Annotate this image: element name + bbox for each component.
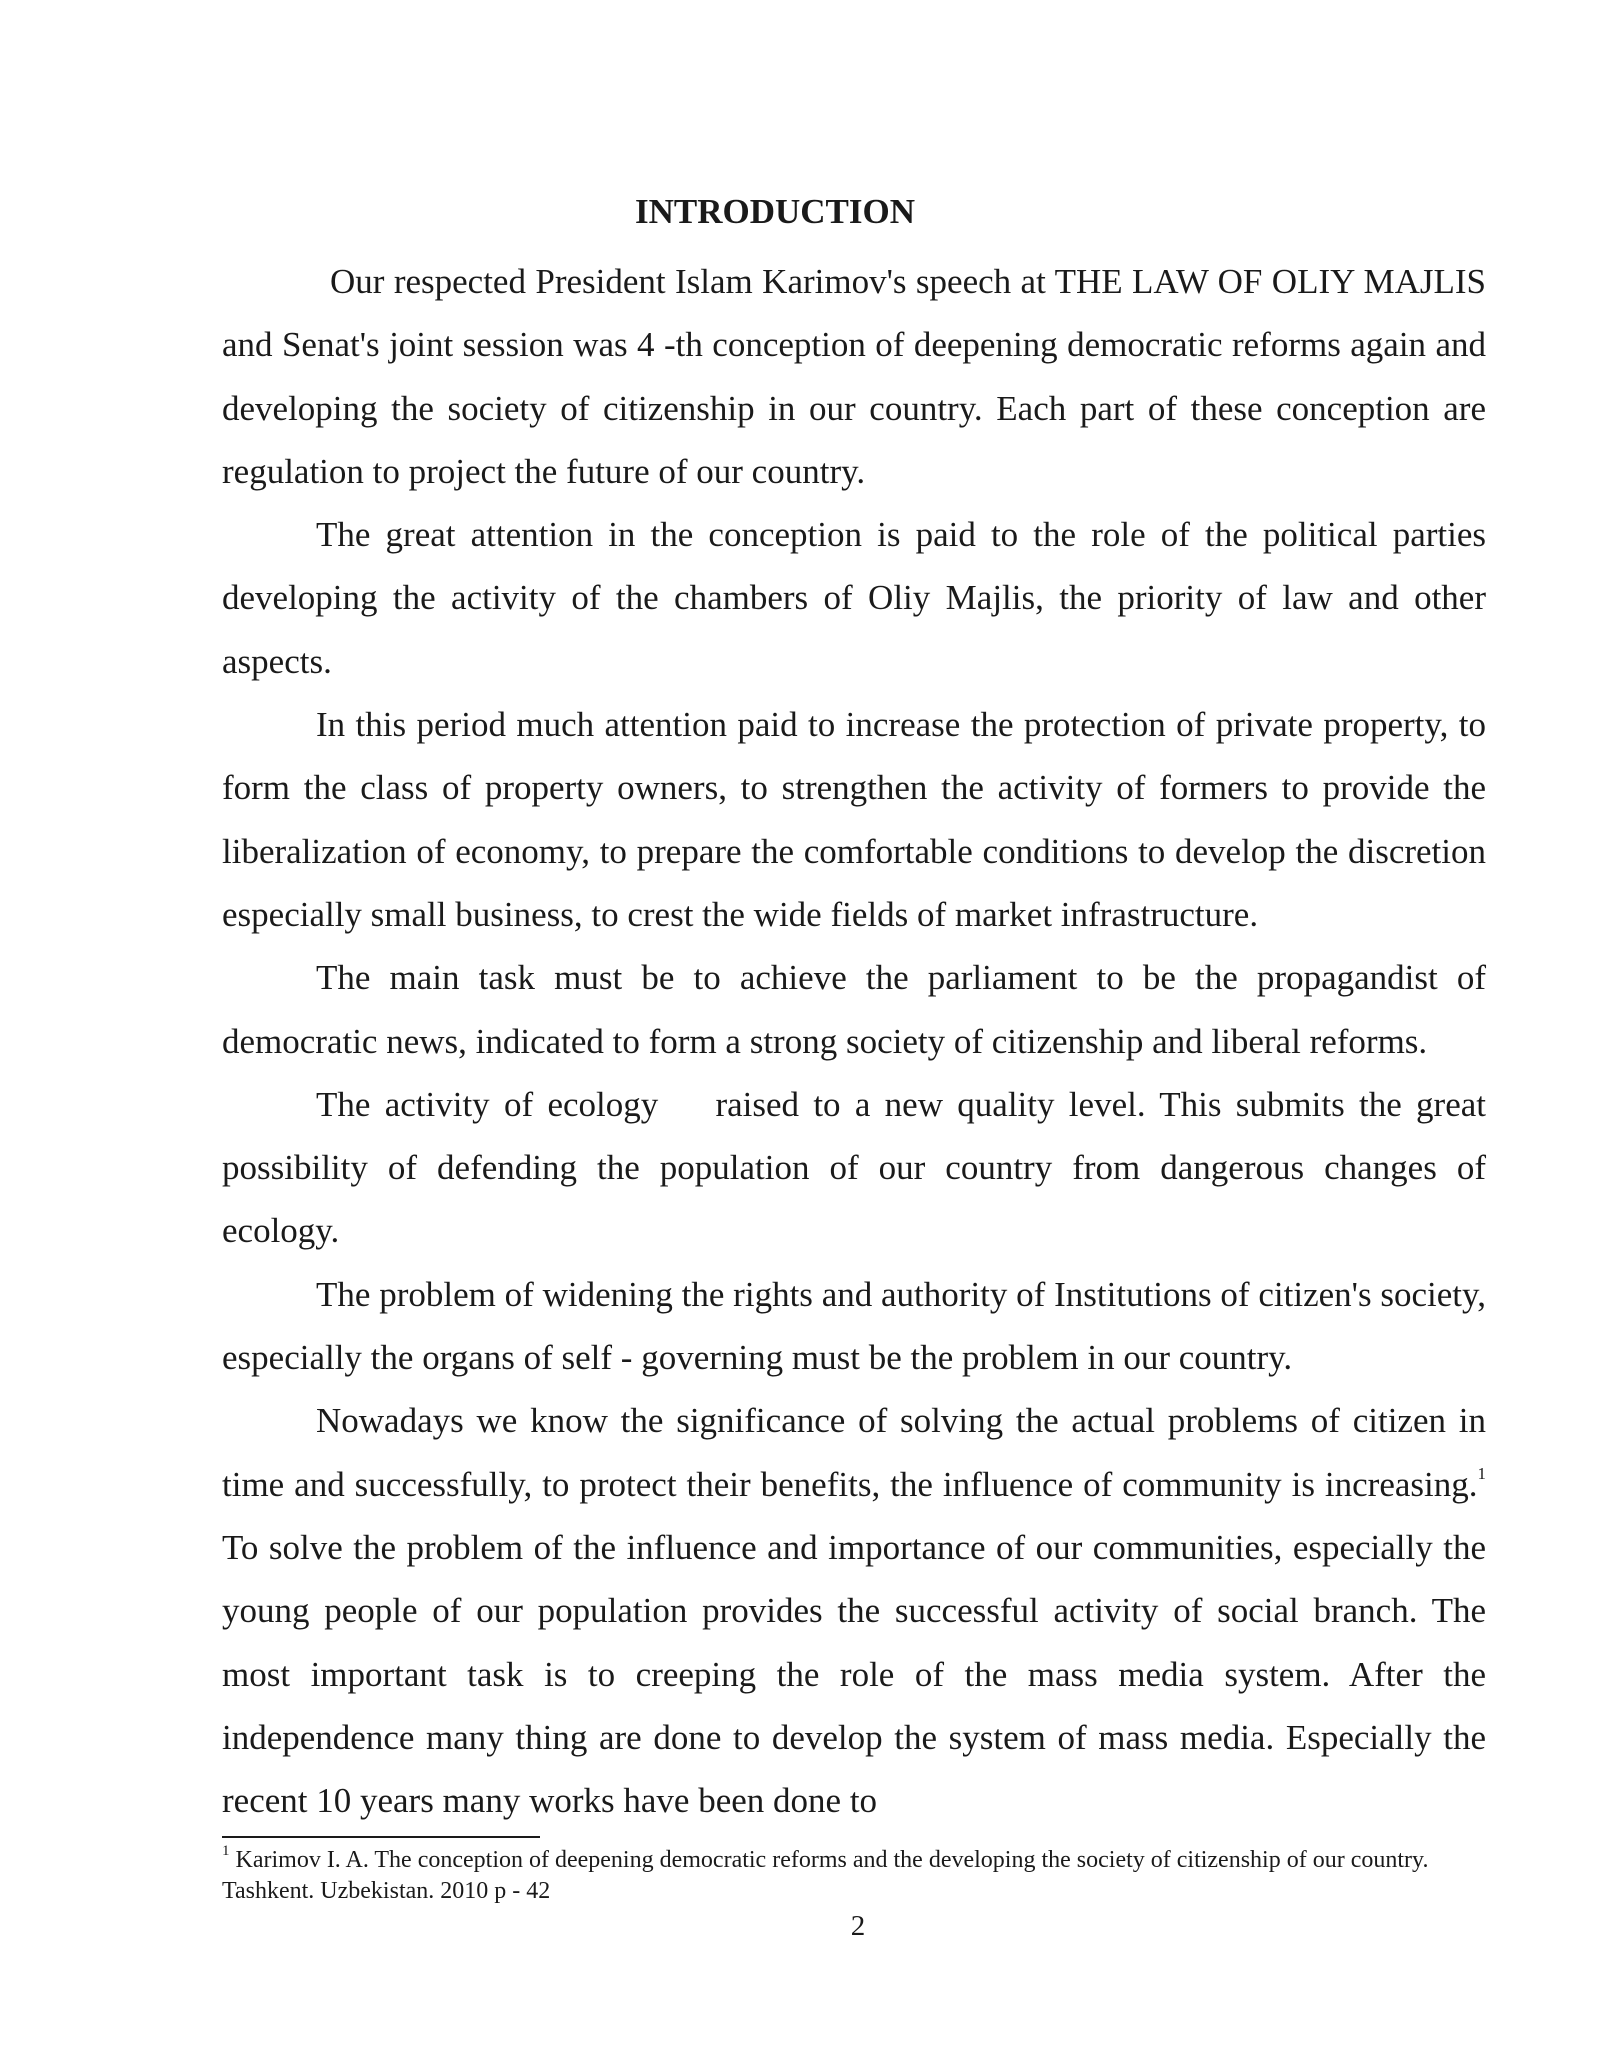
paragraph-7 — [222, 1389, 1486, 1832]
paragraph-7-end: To solve the problem of the influence and importance of our communities, especially the young people of our population provides the successful activity of social branch. The most important task is to creeping the role of the mass media system. After the independence many thing are done to develop the system of mass media. Especially the recent 10 years many works have been done to — [222, 1527, 1486, 1821]
paragraph-3: In this period much attention paid to increase the protection of private property, to form the class of property owners, to strengthen the activity of formers to provide the liberalization of economy, to prepare the comfortable conditions to develop the discretion especially small business, to crest the wide fields of market infrastructure. — [222, 705, 1486, 934]
paragraph-2: The great attention in the conception is paid to the role of the political parties developing the activity of the chambers of Oliy Majlis, the priority of law and other aspects. — [222, 515, 1486, 681]
paragraph-5: The activity of ecology raised to a new quality level. This submits the great possibility of defending the population of our country from dangerous changes of ecology. — [222, 1084, 1495, 1251]
paragraph-6: The problem of widening the rights and authority of Institutions of citizen's society, especially the organs of self - governing must be the problem in our country. — [222, 1274, 1486, 1378]
page-heading: INTRODUCTION — [634, 192, 916, 231]
footnote-text: Karimov I. A. The conception of deepening democratic reforms and the developing the society of citizenship of our country. Tashkent. Uzbekistan. 2010 p - 42 — [222, 1847, 1429, 1904]
paragraph-7-start: Nowadays we know the significance of solving the actual problems of citizen in time and successfully, to protect their benefits, the influence of community is increasing. — [222, 1401, 1486, 1504]
paragraph-1: Our respected President Islam Karimov's speech at THE LAW OF OLIY MAJLIS and Senat's joint session was 4 -th conception of deepening democratic reforms again and developing the society of citizenship in our country. Each part of these conception are regulation to project the future of our country. — [222, 262, 1486, 491]
page-number: 2 — [850, 1910, 866, 1942]
footnote-mark: 1 — [222, 1843, 230, 1859]
footnote-separator — [222, 1836, 540, 1838]
footnote-reference[interactable]: 1 — [1477, 1463, 1486, 1483]
footnote — [222, 1845, 1486, 1907]
paragraph-4: The main task must be to achieve the parliament to be the propagandist of democratic news, indicated to form a strong society of citizenship and liberal reforms. — [222, 958, 1486, 1061]
body-text — [222, 250, 1495, 1832]
